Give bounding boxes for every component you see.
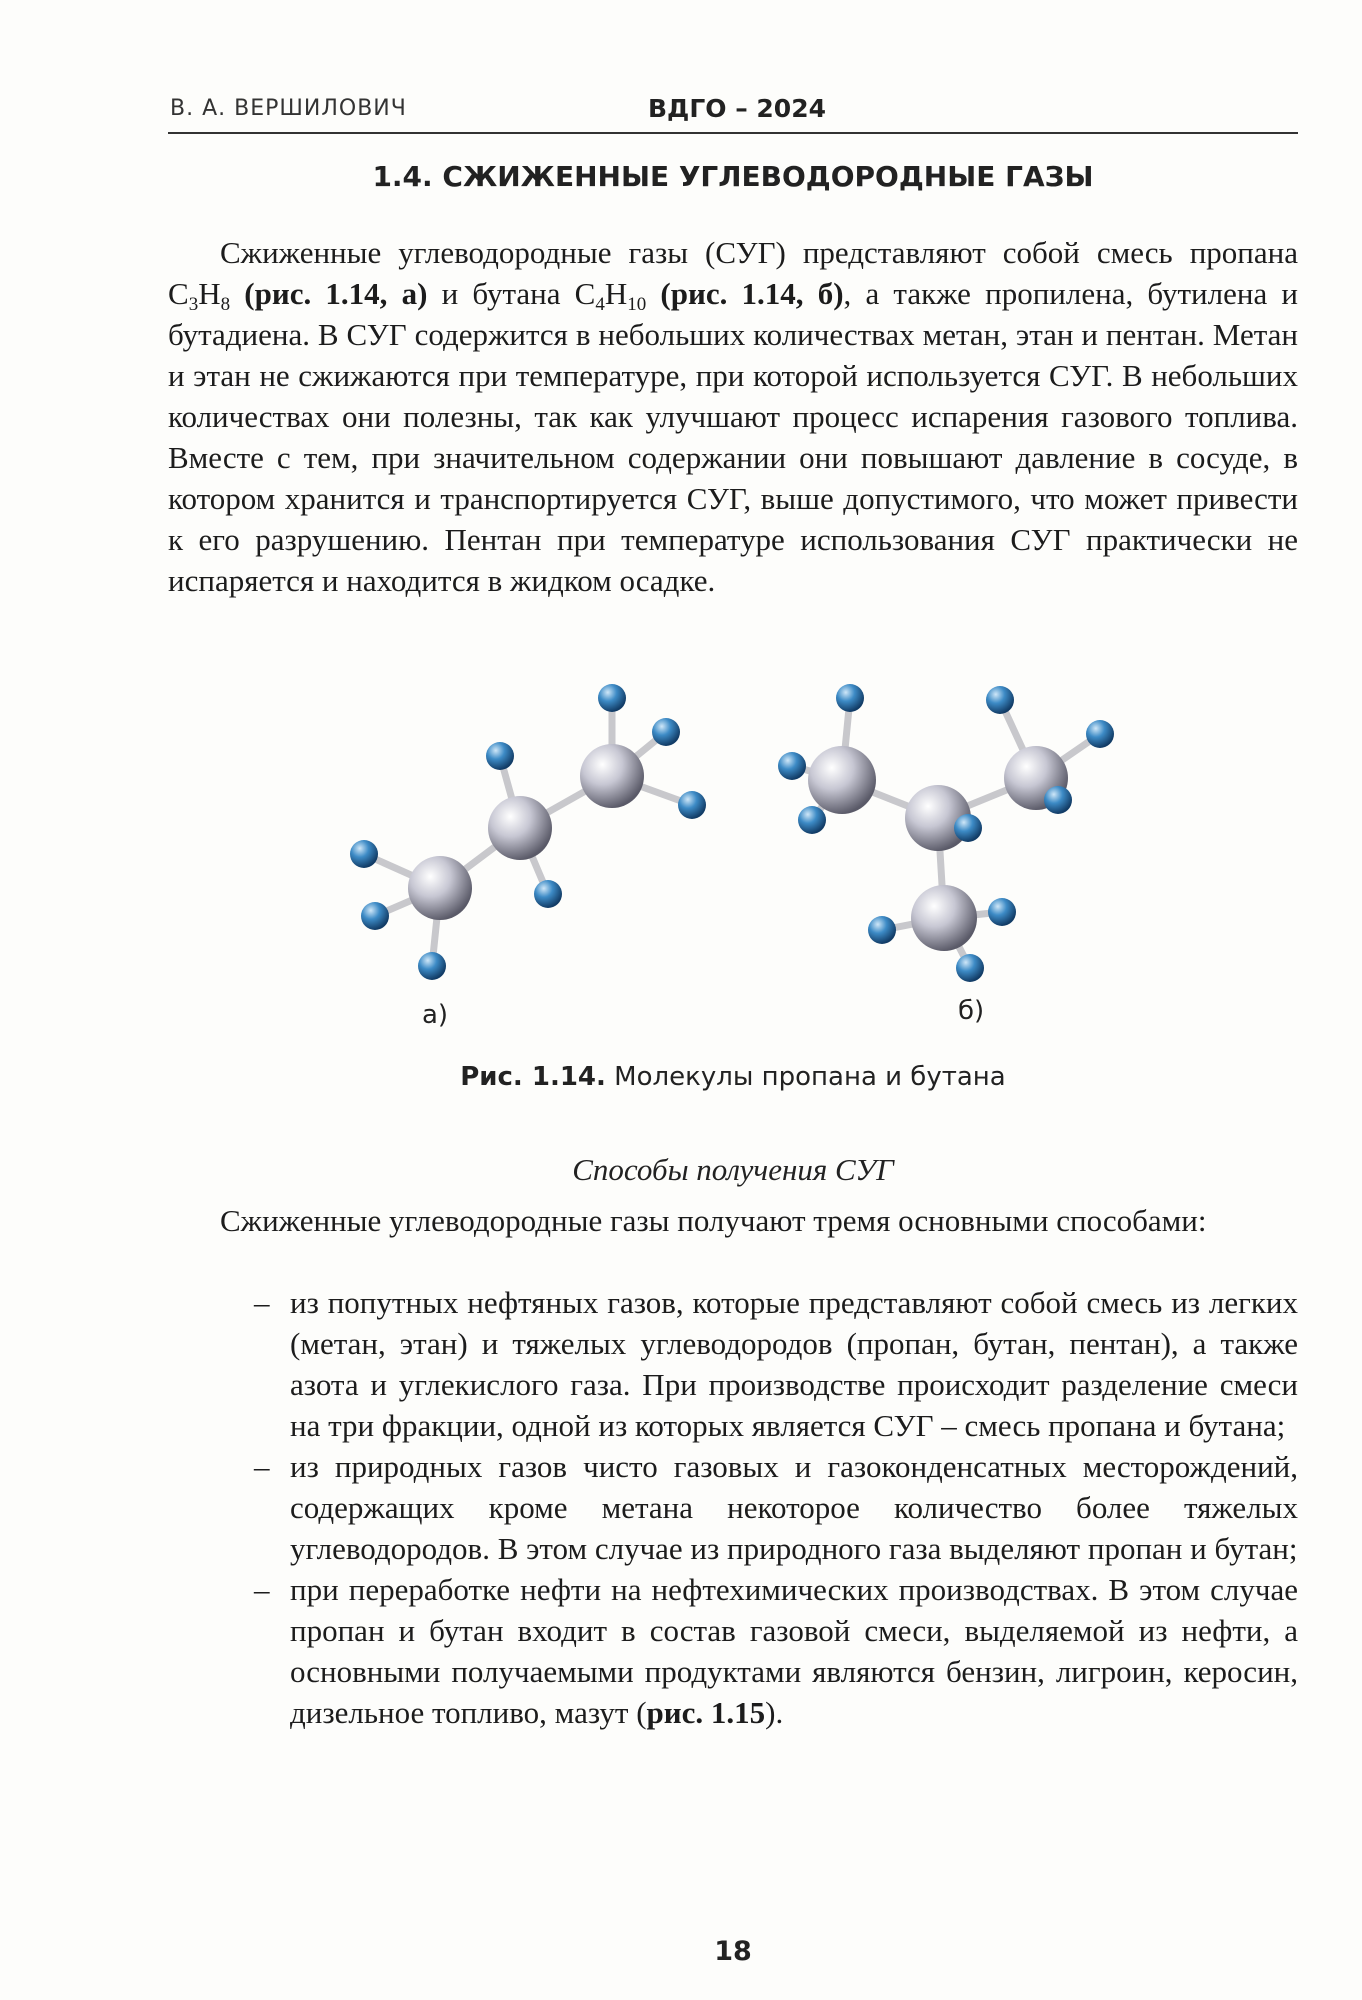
intro-text-1: Сжиженные углеводородные газы (СУГ) представляют собой смесь пропана C <box>168 235 1298 311</box>
intro-text-3: , а также пропилена, бутилена и бутадиена. В СУГ содержится в небольших количествах метан, этан и пентан. Метан и этан не сжижаются при температуре, при которой используется СУГ. В небольших количествах они полезны, так как улучшают процесс испарения газового топлива. Вместе с тем, при значительном содержании они повышают давление в сосуде, в котором хранится и транспортируется СУГ, выше допустимого, что может привести к его разрушению. Пентан при температуре использования СУГ практически не испаряется и находится в жидком осадке. <box>168 276 1298 598</box>
list-dash: – <box>254 1285 270 1320</box>
page-number: 18 <box>714 1936 752 1967</box>
list-item-end: ). <box>765 1695 784 1730</box>
butane-sub-h: 10 <box>627 294 647 315</box>
methods-intro-paragraph: Сжиженные углеводородные газы получают тремя основными способами: <box>220 1203 1207 1238</box>
figure-ref-a: (рис. 1.14, а) <box>244 276 428 311</box>
intro-paragraph <box>168 232 1298 601</box>
propane-sub-c: 3 <box>188 294 199 315</box>
carbon-atom <box>808 746 876 814</box>
hydrogen-atom <box>1086 720 1114 748</box>
header-series: ВДГО – 2024 <box>648 94 826 123</box>
hydrogen-atom <box>1044 786 1072 814</box>
carbon-atom <box>408 856 472 920</box>
hydrogen-atom <box>986 686 1014 714</box>
figure-ref-b: (рис. 1.14, б) <box>660 276 844 311</box>
list-dash: – <box>254 1572 270 1607</box>
carbon-atom <box>488 796 552 860</box>
molecule-figure <box>330 668 1170 1068</box>
figure-label-b: б) <box>958 996 985 1026</box>
list-item <box>168 1446 1298 1569</box>
carbon-atom <box>580 744 644 808</box>
hydrogen-atom <box>778 752 806 780</box>
subsection-heading: Способы получения СУГ <box>572 1152 894 1187</box>
list-item <box>168 1569 1298 1733</box>
propane-atoms <box>350 684 706 980</box>
header-author: В. А. ВЕРШИЛОВИЧ <box>170 96 407 121</box>
section-title: 1.4. СЖИЖЕННЫЕ УГЛЕВОДОРОДНЫЕ ГАЗЫ <box>372 160 1094 193</box>
hydrogen-atom <box>988 898 1016 926</box>
propane-h: H <box>198 276 221 311</box>
hydrogen-atom <box>956 954 984 982</box>
caption-number: Рис. 1.14. <box>460 1062 606 1092</box>
hydrogen-atom <box>652 718 680 746</box>
propane-sub-h: 8 <box>220 294 231 315</box>
butane-sub-c: 4 <box>595 294 605 315</box>
carbon-atom <box>911 885 977 951</box>
list-item-text: из попутных нефтяных газов, которые представляют собой смесь из легких (метан, этан) и тяжелых углеводородов (пропан, бутан, пентан), а также азота и углекислого газа. При производстве происходит разделение смеси на три фракции, одной из которых является СУГ – смесь пропана и бутана; <box>290 1285 1298 1443</box>
running-header <box>168 92 1298 134</box>
butane-atoms <box>778 684 1114 982</box>
list-item-text: из природных газов чисто газовых и газоконденсатных месторождений, содержащих кроме метана некоторое количество более тяжелых углеводородов. В этом случае из природного газа выделяют пропан и бутан; <box>290 1449 1298 1566</box>
hydrogen-atom <box>798 806 826 834</box>
hydrogen-atom <box>678 791 706 819</box>
hydrogen-atom <box>350 840 378 868</box>
hydrogen-atom <box>868 916 896 944</box>
intro-text-2: и бутана C <box>427 276 596 311</box>
butane-h: H <box>604 276 628 311</box>
hydrogen-atom <box>598 684 626 712</box>
hydrogen-atom <box>534 880 562 908</box>
list-item <box>168 1282 1298 1446</box>
methods-list <box>168 1282 1298 1733</box>
hydrogen-atom <box>954 814 982 842</box>
hydrogen-atom <box>486 742 514 770</box>
caption-text: Молекулы пропана и бутана <box>605 1062 1006 1092</box>
figure-label-a: а) <box>422 1000 449 1030</box>
molecules-illustration <box>330 668 1170 1068</box>
figure-caption <box>168 1062 1298 1092</box>
figure-ref-1-15: рис. 1.15 <box>646 1695 766 1730</box>
hydrogen-atom <box>836 684 864 712</box>
hydrogen-atom <box>361 902 389 930</box>
list-item-text: при переработке нефти на нефтехимических производствах. В этом случае пропан и бутан входит в состав газовой смеси, выделяемой из нефти, а основными получаемыми продуктами являются бензин, лигроин, керосин, дизельное топливо, мазут ( <box>290 1572 1298 1730</box>
list-dash: – <box>254 1449 270 1484</box>
hydrogen-atom <box>418 952 446 980</box>
